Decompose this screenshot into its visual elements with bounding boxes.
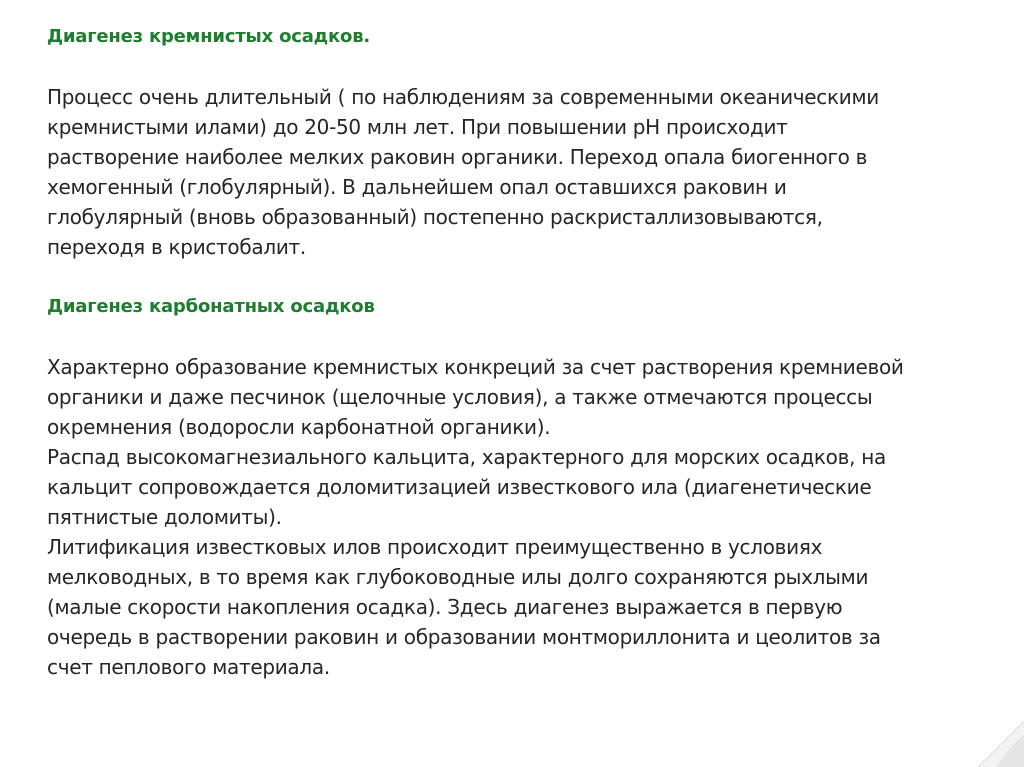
text-line: (малые скорости накопления осадка). Здесь диагенез выражается в первую bbox=[47, 595, 843, 619]
text-line: хемогенный (глобулярный). В дальнейшем опал оставшихся раковин и bbox=[47, 175, 787, 199]
text-line: кальцит сопровождается доломитизацией известкового ила (диагенетические bbox=[47, 475, 872, 499]
text-line: Процесс очень длительный ( по наблюдениям за современными океаническими bbox=[47, 85, 879, 109]
spacer bbox=[47, 262, 977, 292]
paragraph-carbonate bbox=[47, 352, 977, 682]
spacer bbox=[47, 52, 977, 82]
page-curl-icon bbox=[978, 721, 1024, 767]
text-line: переходя в кристобалит. bbox=[47, 235, 306, 259]
section-heading-siliceous: Диагенез кремнистых осадков. bbox=[47, 26, 371, 47]
text-line: очередь в растворении раковин и образовании монтмориллонита и цеолитов за bbox=[47, 625, 881, 649]
text-line: Характерно образование кремнистых конкреций за счет растворения кремниевой bbox=[47, 355, 904, 379]
text-line: мелководных, в то время как глубоководные илы долго сохраняются рыхлыми bbox=[47, 565, 869, 589]
text-line: счет пеплового материала. bbox=[47, 655, 330, 679]
text-line: Литификация известковых илов происходит преимущественно в условиях bbox=[47, 535, 823, 559]
spacer bbox=[47, 322, 977, 352]
text-line: окремнения (водоросли карбонатной органики). bbox=[47, 415, 551, 439]
text-line: органики и даже песчинок (щелочные условия), а также отмечаются процессы bbox=[47, 385, 873, 409]
text-line: Распад высокомагнезиального кальцита, характерного для морских осадков, на bbox=[47, 445, 886, 469]
text-line: растворение наиболее мелких раковин органики. Переход опала биогенного в bbox=[47, 145, 868, 169]
text-line: кремнистыми илами) до 20-50 млн лет. При повышении рН происходит bbox=[47, 115, 788, 139]
text-line: глобулярный (вновь образованный) постепенно раскристаллизовываются, bbox=[47, 205, 823, 229]
paragraph-siliceous bbox=[47, 82, 977, 262]
text-line: пятнистые доломиты). bbox=[47, 505, 282, 529]
section-heading-carbonate: Диагенез карбонатных осадков bbox=[47, 296, 375, 317]
slide-content bbox=[47, 22, 977, 682]
